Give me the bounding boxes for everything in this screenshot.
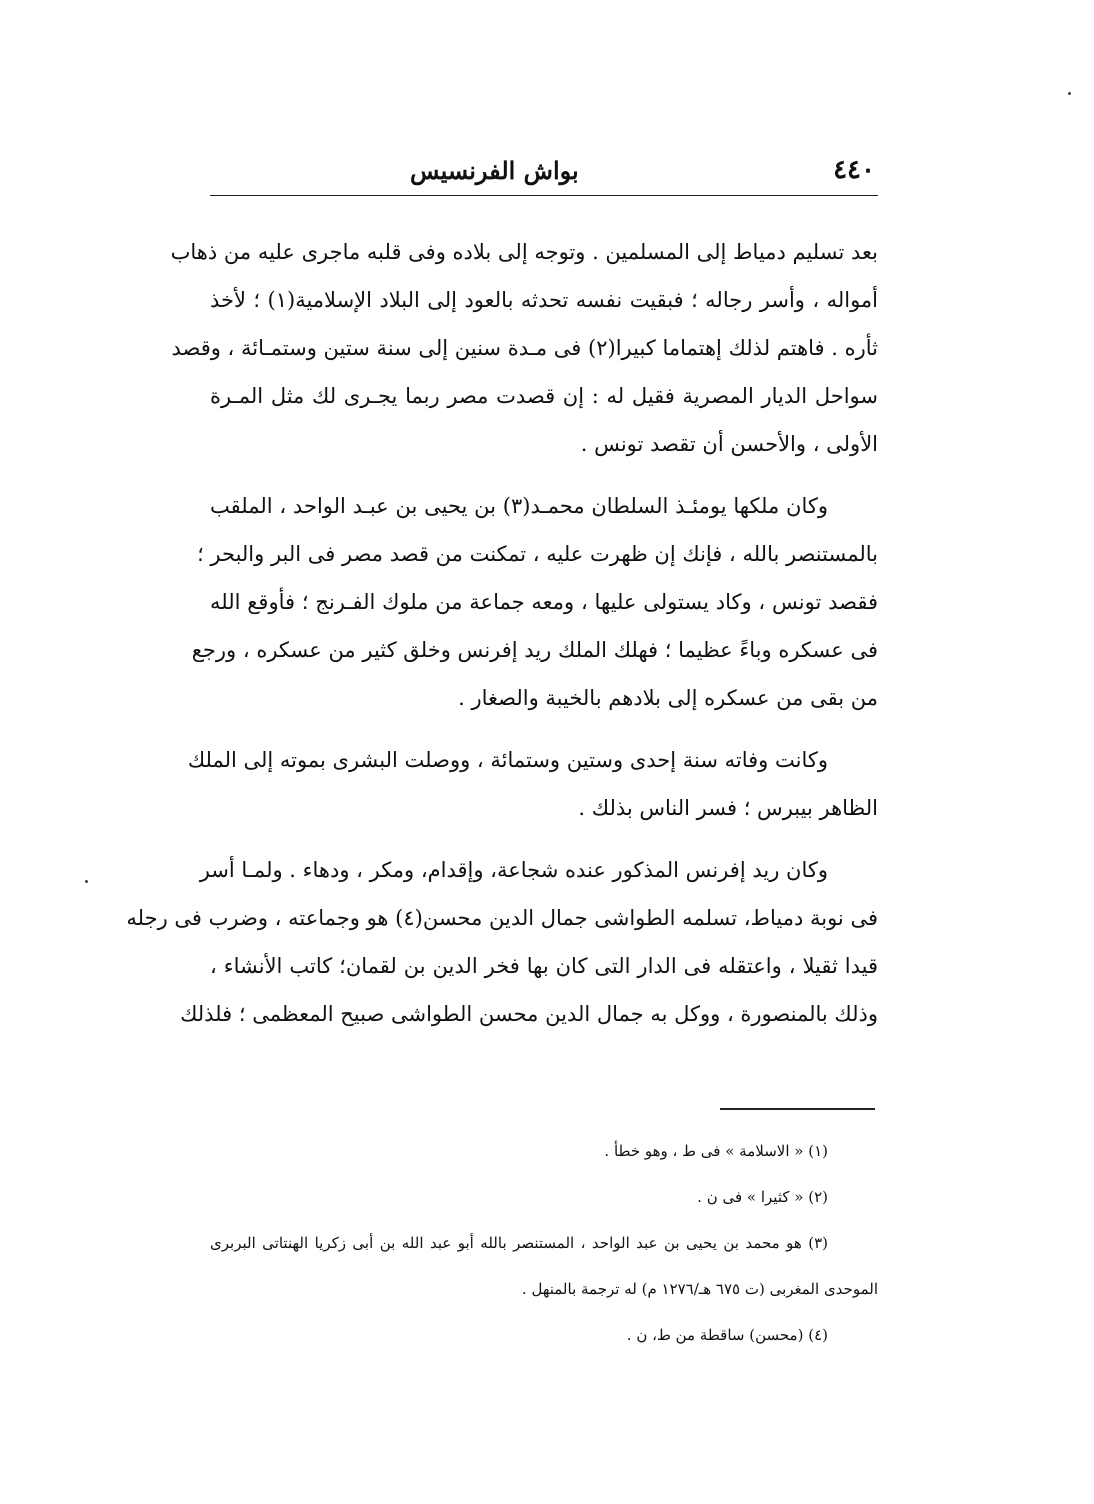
text-line: وكان ريد إفرنس المذكور عنده شجاعة، وإقدام، ومكر ، ودهاء . ولمـا أسر — [199, 858, 828, 882]
paragraph-3 — [187, 736, 878, 832]
footnote-3: (٣) هو محمد بن يحيى بن عبد الواحد ، المستنصر بالله أبو عبد الله بن أبى زكريا الهنتاتى البربرى — [210, 1234, 828, 1252]
text-line: وكان ملكها يومئـذ السلطان محمـد(٣) بن يحيى بن عبـد الواحد ، الملقب — [210, 494, 828, 518]
footnote-rule — [720, 1108, 875, 1110]
text-line: ثأره . فاهتم لذلك إهتماما كبيرا(٢) فى مـدة سنين إلى سنة ستين وستمـائة ، وقصد — [171, 336, 878, 360]
running-title: بواش الفرنسيس — [410, 155, 579, 185]
paragraph-2 — [191, 482, 878, 722]
footnotes — [210, 1128, 878, 1358]
speck — [1068, 92, 1071, 95]
text-line: وكانت وفاته سنة إحدى وستين وستمائة ، ووصلت البشرى بموته إلى الملك — [187, 748, 828, 772]
main-text — [126, 228, 879, 1052]
page-header — [210, 148, 875, 192]
speck — [85, 880, 88, 883]
footnote-2: (٢) « كثيرا » فى ن . — [697, 1188, 828, 1206]
text-line: الظاهر بيبرس ؛ فسر الناس بذلك . — [578, 796, 878, 820]
footnote-3-continued: الموحدى المغربى (ت ٦٧٥ هـ/١٢٧٦ م) له ترجمة بالمنهل . — [521, 1280, 878, 1298]
text-line: بالمستنصر بالله ، فإنك إن ظهرت عليه ، تمكنت من قصد مصر فى البر والبحر ؛ — [197, 542, 878, 566]
text-line: فى عسكره وباءً عظيما ؛ فهلك الملك ريد إفرنس وخلق كثير من عسكره ، ورجع — [191, 638, 878, 662]
text-line: فقصد تونس ، وكاد يستولى عليها ، ومعه جماعة من ملوك الفـرنج ؛ فأوقع الله — [210, 590, 878, 614]
footnote-1: (١) « الاسلامة » فى ط ، وهو خطأ . — [604, 1142, 828, 1160]
page-number: ٤٤٠ — [833, 155, 875, 185]
paragraph-4 — [126, 846, 879, 1038]
text-line: وذلك بالمنصورة ، ووكل به جمال الدين محسن الطواشى صبيح المعظمى ؛ فلذلك — [180, 1002, 878, 1026]
text-line: فى نوبة دمياط، تسلمه الطواشى جمال الدين محسن(٤) هو وجماعته ، وضرب فى رجله — [126, 906, 878, 930]
text-line: الأولى ، والأحسن أن تقصد تونس . — [580, 432, 878, 456]
text-line: قيدا ثقيلا ، واعتقله فى الدار التى كان بها فخر الدين بن لقمان؛ كاتب الأنشاء ، — [210, 954, 879, 978]
text-line: من بقى من عسكره إلى بلادهم بالخيبة والصغار . — [458, 686, 878, 710]
header-rule — [210, 195, 878, 196]
text-line: بعد تسليم دمياط إلى المسلمين . وتوجه إلى بلاده وفى قلبه ماجرى عليه من ذهاب — [170, 240, 878, 264]
paragraph-1 — [170, 228, 878, 468]
text-line: سواحل الديار المصرية فقيل له : إن قصدت مصر ربما يجـرى لك مثل المـرة — [210, 384, 878, 408]
footnote-4: (٤) (محسن) ساقطة من ط، ن . — [626, 1326, 828, 1344]
text-line: أمواله ، وأسر رجاله ؛ فبقيت نفسه تحدثه بالعود إلى البلاد الإسلامية(١) ؛ لأخذ — [210, 288, 878, 312]
